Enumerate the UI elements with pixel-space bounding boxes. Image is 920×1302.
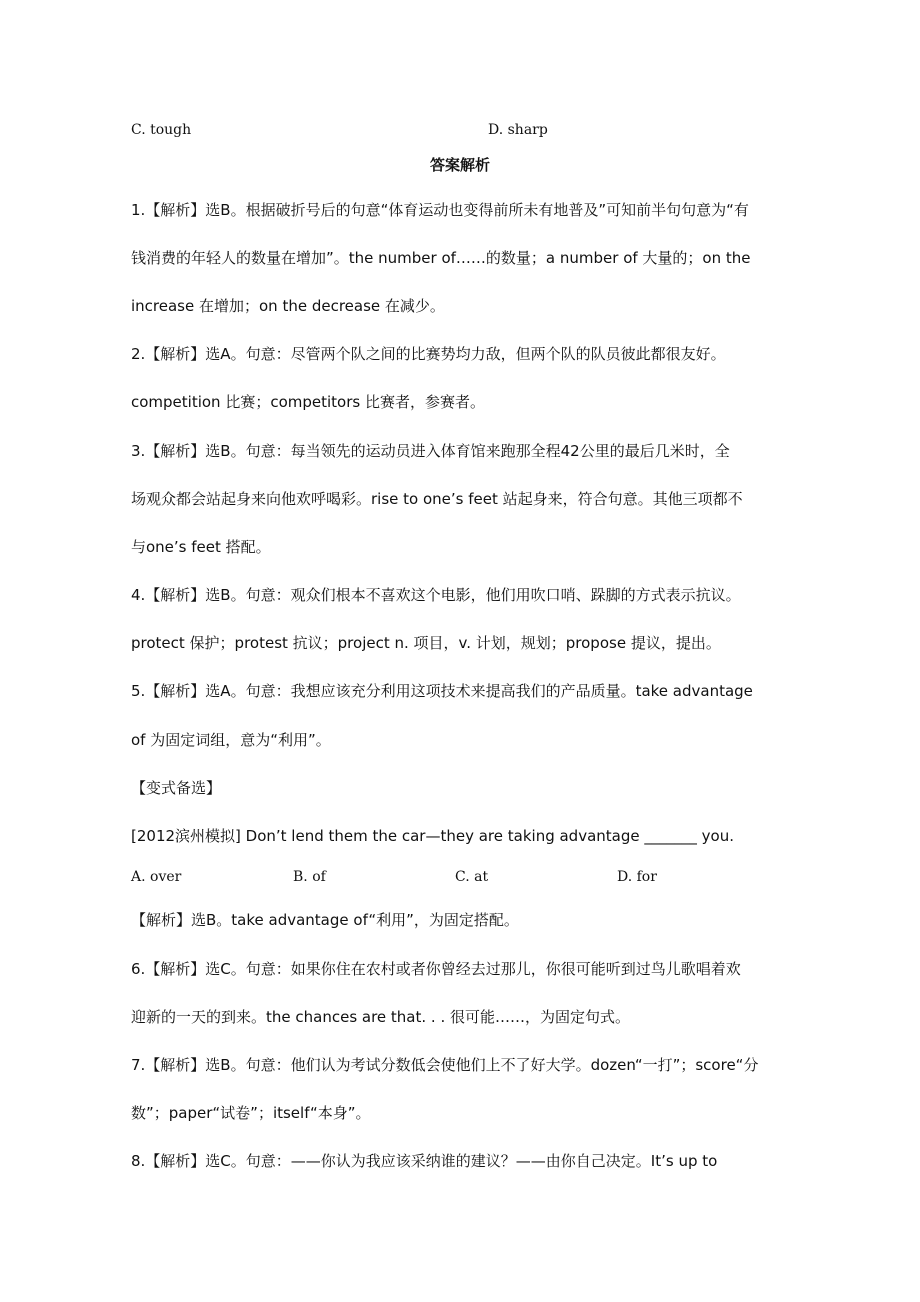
line-9: 4.【解析】选B。句意：观众们根本不喜欢这个电影，他们用吹口哨、跺脚的方式表示抗议。 <box>131 586 741 604</box>
line-7: 场观众都会站起身来向他欢呼喝彩。rise to one’s feet 站起身来，符合句意。其他三项都不 <box>131 490 743 508</box>
line-3: increase 在增加；on the decrease 在减少。 <box>131 297 445 315</box>
line-2: 钱消费的年轻人的数量在增加”。the number of……的数量；a number of 大量的；on the <box>131 249 751 267</box>
line-17: 8.【解析】选C。句意：——你认为我应该采纳谁的建议？——由你自己决定。It’s up to <box>131 1152 718 1170</box>
variant-option-c: C. at <box>455 869 489 885</box>
line-4: 2.【解析】选A。句意：尽管两个队之间的比赛势均力敌，但两个队的队员彼此都很友好。 <box>131 345 726 363</box>
option-d: D. sharp <box>488 122 548 138</box>
line-16: 数”；paper“试卷”；itself“本身”。 <box>131 1104 371 1122</box>
variant-answer: 【解析】选B。take advantage of“利用”，为固定搭配。 <box>131 911 519 929</box>
variant-option-b: B. of <box>293 869 326 885</box>
line-8: 与one’s feet 搭配。 <box>131 538 271 556</box>
variant-option-d: D. for <box>617 869 657 885</box>
line-11: 5.【解析】选A。句意：我想应该充分利用这项技术来提高我们的产品质量。take advantage <box>131 682 753 700</box>
line-15: 7.【解析】选B。句意：他们认为考试分数低会使他们上不了好大学。dozen“一打”；score“分 <box>131 1056 759 1074</box>
line-6: 3.【解析】选B。句意：每当领先的运动员进入体育馆来跑那全程42公里的最后几米时，全 <box>131 442 730 460</box>
variant-question: [2012滨州模拟] Don’t lend them the car—they are taking advantage _______ you. <box>131 827 734 845</box>
line-1: 1.【解析】选B。根据破折号后的句意“体育运动也变得前所未有地普及”可知前半句句意为“有 <box>131 201 749 219</box>
line-13: 6.【解析】选C。句意：如果你住在农村或者你曾经去过那儿，你很可能听到过鸟儿歌唱着欢 <box>131 960 741 978</box>
variant-heading: 【变式备选】 <box>131 779 222 797</box>
option-c: C. tough <box>131 122 192 138</box>
line-10: protect 保护；protest 抗议；project n. 项目，v. 计划，规划；propose 提议，提出。 <box>131 634 721 652</box>
line-12: of 为固定词组，意为“利用”。 <box>131 731 331 749</box>
line-14: 迎新的一天的到来。the chances are that. . . 很可能……，为固定句式。 <box>131 1008 630 1026</box>
line-5: competition 比赛；competitors 比赛者，参赛者。 <box>131 393 485 411</box>
variant-option-a: A. over <box>131 869 182 885</box>
answer-title: 答案解析 <box>429 156 490 174</box>
